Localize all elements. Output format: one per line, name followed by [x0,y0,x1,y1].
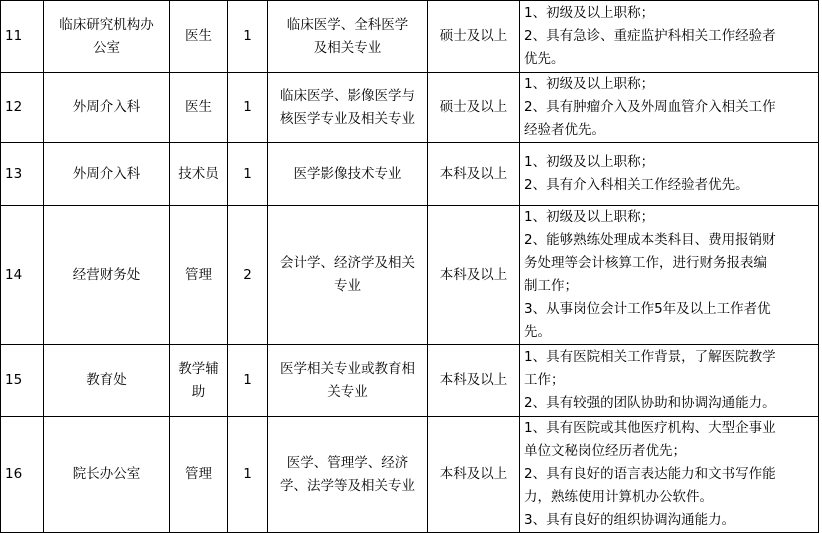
requirement-line: 力，熟练使用计算机办公软件。 [524,489,713,505]
requirement-line: 2、具有肿瘤介入及外周血管介入相关工作 [524,99,776,115]
row-number: 14 [1,206,44,345]
requirement-line: 1、具有医院或其他医疗机构、大型企事业 [524,420,776,436]
requirement-line: 务处理等会计核算工作，进行财务报表编 [524,255,767,271]
position-type-cell: 管理 [170,417,228,533]
education-cell: 本科及以上 [428,143,520,206]
requirements-cell [520,345,819,417]
row-number: 12 [1,73,44,143]
major-cell: 临床医学、影像医学与核医学专业及相关专业 [268,73,428,143]
table-row [1,345,819,417]
department-cell: 外周介入科 [44,73,170,143]
position-type-cell: 技术员 [170,143,228,206]
education-cell: 硕士及以上 [428,73,520,143]
major-cell: 会计学、经济学及相关专业 [268,206,428,345]
department-cell: 临床研究机构办公室 [44,1,170,73]
major-cell: 医学相关专业或教育相关专业 [268,345,428,417]
requirement-line: 单位文秘岗位经历者优先； [524,443,686,459]
requirement-line: 1、初级及以上职称； [524,154,655,170]
requirement-line: 3、具有良好的组织协调沟通能力。 [524,512,736,528]
requirements-cell [520,73,819,143]
headcount-cell: 1 [228,417,268,533]
requirement-line: 1、具有医院相关工作背景，了解医院教学 [524,349,776,365]
department-cell: 院长办公室 [44,417,170,533]
headcount-cell: 2 [228,206,268,345]
row-number: 11 [1,1,44,73]
major-cell: 医学影像技术专业 [268,143,428,206]
requirements-cell [520,1,819,73]
department-cell: 经营财务处 [44,206,170,345]
education-cell: 硕士及以上 [428,1,520,73]
requirement-line: 1、初级及以上职称； [524,209,655,225]
requirement-line: 经验者优先。 [524,122,605,138]
headcount-cell: 1 [228,345,268,417]
requirements-cell [520,417,819,533]
table-row [1,206,819,345]
row-number: 16 [1,417,44,533]
position-type-cell: 医生 [170,73,228,143]
table-row [1,143,819,206]
headcount-cell: 1 [228,73,268,143]
requirement-line: 制工作； [524,278,578,294]
department-cell: 教育处 [44,345,170,417]
table-row [1,1,819,73]
education-cell: 本科及以上 [428,345,520,417]
education-cell: 本科及以上 [428,206,520,345]
headcount-cell: 1 [228,1,268,73]
requirement-line: 先。 [524,324,551,340]
department-cell: 外周介入科 [44,143,170,206]
requirement-line: 2、具有良好的语言表达能力和文书写作能 [524,466,776,482]
table-row [1,417,819,533]
position-type-cell: 教学辅助 [170,345,228,417]
requirement-line: 工作； [524,372,565,388]
requirement-line: 1、初级及以上职称； [524,76,655,92]
requirements-cell [520,143,819,206]
requirements-cell [520,206,819,345]
requirement-line: 2、具有急诊、重症监护科相关工作经验者 [524,28,776,44]
requirement-line: 2、能够熟练处理成本类科目、费用报销财 [524,232,776,248]
major-cell: 医学、管理学、经济学、法学等及相关专业 [268,417,428,533]
education-cell: 本科及以上 [428,417,520,533]
position-type-cell: 管理 [170,206,228,345]
table-row [1,73,819,143]
position-type-cell: 医生 [170,1,228,73]
major-cell: 临床医学、全科医学及相关专业 [268,1,428,73]
requirement-line: 1、初级及以上职称； [524,5,655,21]
requirement-line: 优先。 [524,51,565,67]
requirement-line: 3、从事岗位会计工作5年及以上工作者优 [524,301,771,317]
requirement-line: 2、具有较强的团队协助和协调沟通能力。 [524,395,776,411]
requirement-line: 2、具有介入科相关工作经验者优先。 [524,177,749,193]
row-number: 13 [1,143,44,206]
row-number: 15 [1,345,44,417]
headcount-cell: 1 [228,143,268,206]
